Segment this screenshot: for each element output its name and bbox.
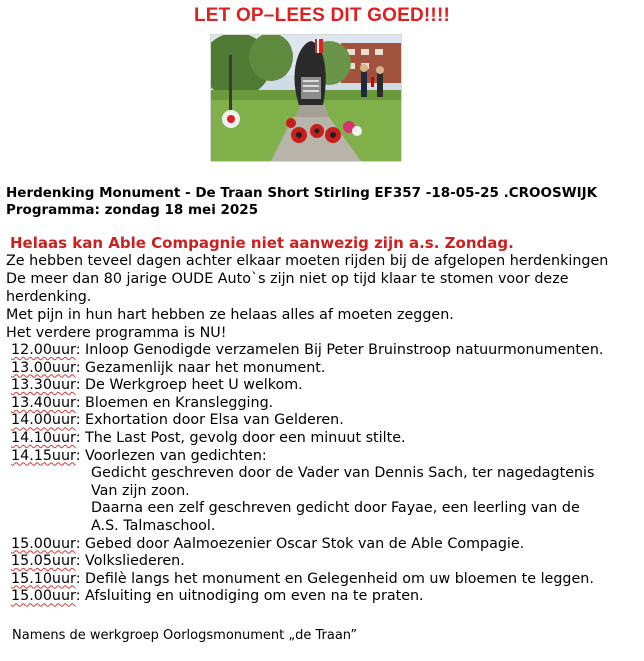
program-time: 13.30uur — [11, 377, 76, 394]
signature-line: Namens de werkgroep Oorlogsmonument „de Traan” — [12, 628, 358, 643]
poem-line: Daarna een zelf geschreven gedicht door Fayae, een leerling van de — [91, 500, 580, 517]
program-item — [11, 395, 603, 413]
monument-photo-illustration — [211, 35, 401, 161]
program-time: 15.10uur — [11, 570, 76, 587]
program-item — [11, 588, 603, 606]
program-item — [11, 536, 603, 554]
program-time: 14.00uur — [11, 412, 76, 429]
program-text: : The Last Post, gevolg door een minuut stilte. — [75, 429, 406, 446]
program-text: : Gezamenlijk naar het monument. — [75, 359, 326, 376]
program-text: : De Werkgroep heet U welkom. — [75, 377, 303, 394]
program-time: 13.00uur — [11, 359, 76, 376]
intro-line: herdenking. — [6, 289, 92, 305]
program-time: 15.00uur — [11, 535, 76, 552]
page-title: LET OP–LEES DIT GOED!!!! — [193, 5, 451, 26]
poem-line: Van zijn zoon. — [91, 482, 190, 499]
poem-line: A.S. Talmaschool. — [91, 517, 216, 534]
program-text: : Exhortation door Elsa van Gelderen. — [75, 412, 344, 429]
program-text: : Defilè langs het monument en Gelegenheid om uw bloemen te leggen. — [75, 570, 594, 587]
intro-line: Met pijn in hun hart hebben ze helaas alles af moeten zeggen. — [6, 307, 454, 323]
program-text: : Bloemen en Kranslegging. — [75, 394, 274, 411]
program-time: 13.40uur — [11, 394, 76, 411]
intro-line: De meer dan 80 jarige OUDE Auto`s zijn niet op tijd klaar te stomen voor deze — [6, 271, 569, 287]
program-time: 14.10uur — [11, 429, 76, 446]
program-item — [11, 412, 603, 430]
event-heading: Herdenking Monument - De Traan Short Stirling EF357 -18-05-25 .CROOSWIJK — [6, 185, 598, 201]
program-list — [11, 342, 603, 606]
program-text: : Volksliederen. — [75, 553, 185, 570]
program-text: : Afsluiting en uitnodiging om even na te praten. — [75, 588, 424, 605]
program-item — [11, 571, 603, 589]
intro-line: Ze hebben teveel dagen achter elkaar moeten rijden bij de afgelopen herdenkingen — [6, 253, 609, 269]
program-item — [11, 342, 603, 360]
program-text: : Voorlezen van gedichten: — [75, 447, 267, 464]
program-text: : Inloop Genodigde verzamelen Bij Peter Bruinstroop natuurmonumenten. — [75, 342, 604, 358]
program-time: 14.15uur — [11, 447, 76, 464]
poem-line: Gedicht geschreven door de Vader van Dennis Sach, ter nagedagtenis — [91, 465, 595, 482]
program-item — [11, 360, 603, 378]
program-time: 15.05uur — [11, 553, 76, 570]
program-text: : Gebed door Aalmoezenier Oscar Stok van de Able Compagie. — [75, 535, 525, 552]
program-time: 15.00uur — [11, 588, 76, 605]
notice-text: Helaas kan Able Compagnie niet aanwezig zijn a.s. Zondag. — [10, 234, 514, 252]
program-item — [11, 553, 603, 571]
intro-line: Het verdere programma is NU! — [6, 325, 227, 341]
program-time: 12.00uur — [11, 342, 76, 358]
program-date: Programma: zondag 18 mei 2025 — [6, 202, 259, 218]
program-item — [11, 377, 603, 395]
program-item — [11, 448, 603, 466]
monument-photo — [210, 34, 402, 162]
program-item — [11, 430, 603, 448]
